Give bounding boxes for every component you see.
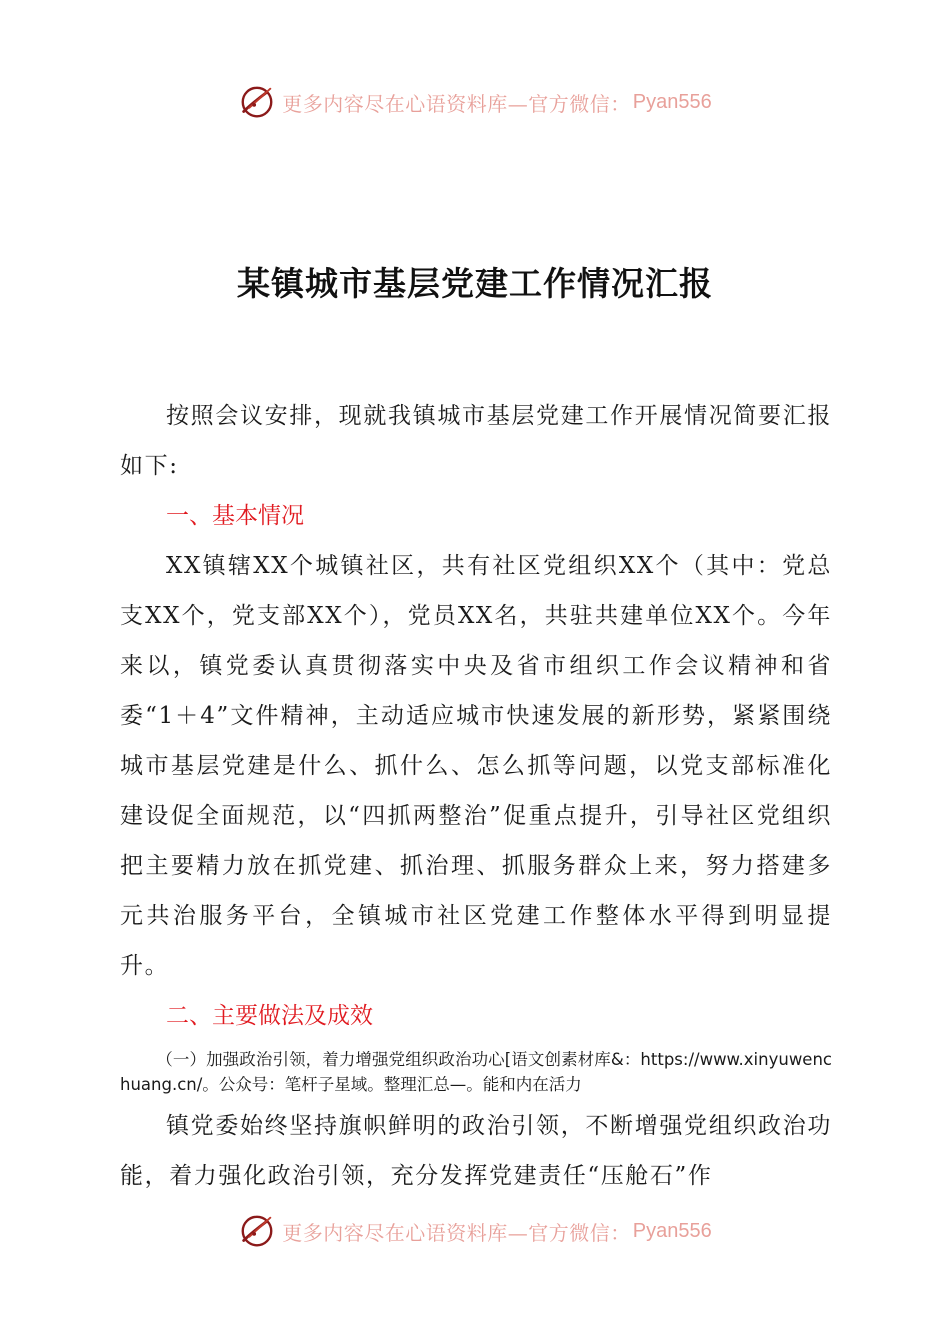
- document-title: 某镇城市基层党建工作情况汇报: [237, 264, 713, 303]
- watermark-text: 更多内容尽在心语资料库—官方微信：: [282, 91, 631, 116]
- basic-situation-paragraph: XX镇辖XX个城镇社区，共有社区党组织XX个（其中：党总支XX个，党支部XX个），党员XX名，共驻共建单位XX个。今年来以，镇党委认真贯彻落实中央及省市组织工作会议精神和省委“1＋4”文件精神，主动适应城市快速发展的新形势，紧紧围绕城市基层党建是什么、抓什么、怎么抓等问题，以党支部标准化建设促全面规范，以“四抓两整治”促重点提升，引导社区党组织把主要精力放在抓党建、抓治理、抓服务群众上来，努力搭建多元共治服务平台，全镇城市社区党建工作整体水平得到明显提升。: [120, 553, 832, 979]
- subsection-heading: （一）加强政治引领，着力增强党组织政治功心[语文创素材库&：https://www.xinyuwenchuang.cn/。公众号：笔杆子星域。整理汇总—。能和内在活力: [120, 1050, 832, 1094]
- pen-logo-icon: [238, 83, 276, 121]
- watermark-text: 更多内容尽在心语资料库—官方微信：: [282, 1220, 631, 1245]
- practices-paragraph: 镇党委始终坚持旗帜鲜明的政治引领，不断增强党组织政治功能，着力强化政治引领，充分发挥党建责任“压舱石”作: [120, 1113, 832, 1189]
- header-watermark: [0, 82, 950, 122]
- intro-paragraph: 按照会议安排，现就我镇城市基层党建工作开展情况简要汇报如下:: [120, 403, 832, 479]
- wechat-id: Pyan556: [632, 90, 712, 113]
- wechat-id: Pyan556: [632, 1219, 712, 1242]
- section-heading-basic: 一、基本情况: [166, 503, 304, 529]
- pen-logo-icon: [238, 1212, 276, 1250]
- footer-watermark: [0, 1211, 950, 1251]
- document-body: [120, 391, 832, 1201]
- section-heading-practices: 二、主要做法及成效: [166, 1003, 373, 1029]
